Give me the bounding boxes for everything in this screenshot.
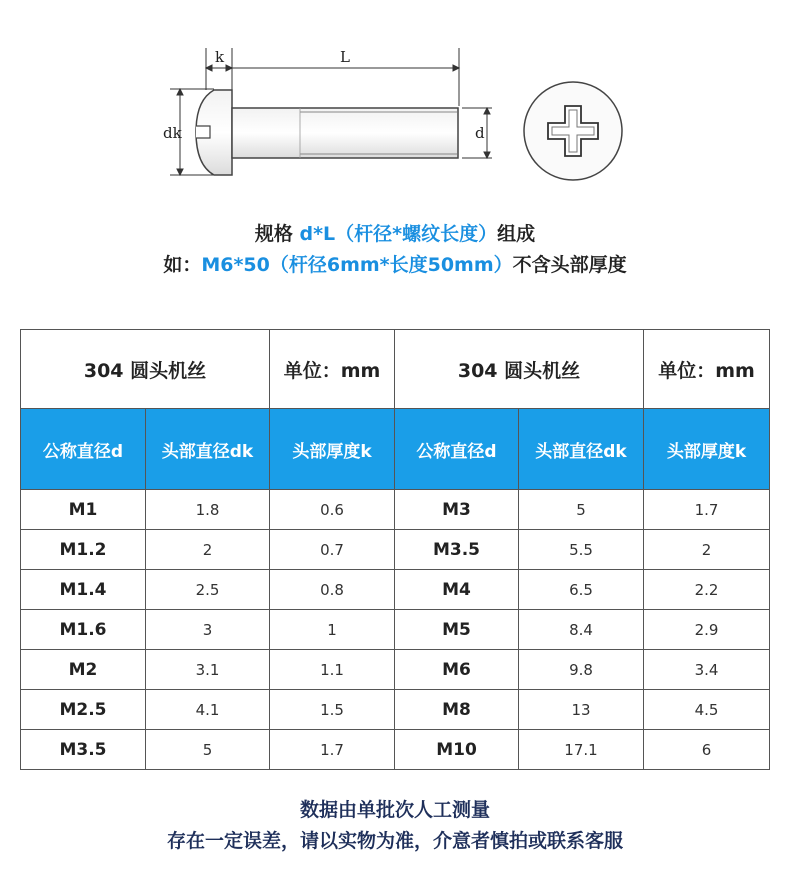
spec-format-highlight: d*L（杆径*螺纹长度） xyxy=(299,223,498,245)
cell-size: M10 xyxy=(395,730,519,770)
cell-size: M1.6 xyxy=(21,610,146,650)
cell-size: M6 xyxy=(395,650,519,690)
screw-diagram xyxy=(0,0,790,200)
label-L: L xyxy=(340,48,350,66)
cell-head-thickness: 0.8 xyxy=(270,570,395,610)
cell-size: M2 xyxy=(21,650,146,690)
cell-size: M1.2 xyxy=(21,530,146,570)
cell-head-diameter: 6.5 xyxy=(519,570,644,610)
cell-head-thickness: 3.4 xyxy=(644,650,770,690)
cell-head-diameter: 9.8 xyxy=(519,650,644,690)
header-head-diameter: 头部直径dk xyxy=(146,409,270,490)
cell-head-diameter: 2 xyxy=(146,530,270,570)
label-d: d xyxy=(475,124,485,142)
cell-head-thickness: 2.2 xyxy=(644,570,770,610)
spec-format-suffix: 组成 xyxy=(497,223,536,245)
screw-shank xyxy=(232,108,458,158)
table-row xyxy=(21,730,770,770)
header-head-diameter: 头部直径dk xyxy=(519,409,644,490)
table-row xyxy=(21,570,770,610)
cell-head-thickness: 0.7 xyxy=(270,530,395,570)
phillips-cross-icon xyxy=(524,82,622,180)
spec-line-format xyxy=(0,219,790,246)
cell-head-diameter: 8.4 xyxy=(519,610,644,650)
cell-head-thickness: 1.1 xyxy=(270,650,395,690)
spec-example-highlight: M6*50（杆径6mm*长度50mm） xyxy=(201,254,513,276)
cell-head-thickness: 1.7 xyxy=(270,730,395,770)
note-measurement: 数据由单批次人工测量 xyxy=(299,799,490,821)
table-title-left: 304 圆头机丝 xyxy=(21,330,270,409)
cell-head-diameter: 3 xyxy=(146,610,270,650)
table-row xyxy=(21,530,770,570)
cell-head-thickness: 1.5 xyxy=(270,690,395,730)
table-unit-left: 单位：mm xyxy=(270,330,395,409)
cell-size: M8 xyxy=(395,690,519,730)
spec-example-prefix: 如： xyxy=(163,254,202,276)
spec-example-suffix: 不含头部厚度 xyxy=(512,254,627,276)
table-row xyxy=(21,650,770,690)
cell-head-diameter: 17.1 xyxy=(519,730,644,770)
cell-head-thickness: 4.5 xyxy=(644,690,770,730)
cell-size: M2.5 xyxy=(21,690,146,730)
cell-head-diameter: 2.5 xyxy=(146,570,270,610)
header-nominal-diameter: 公称直径d xyxy=(395,409,519,490)
table-row xyxy=(21,610,770,650)
cell-head-diameter: 5 xyxy=(146,730,270,770)
cell-head-diameter: 5 xyxy=(519,490,644,530)
cell-head-thickness: 0.6 xyxy=(270,490,395,530)
header-head-thickness: 头部厚度k xyxy=(270,409,395,490)
cell-size: M3.5 xyxy=(395,530,519,570)
note-disclaimer: 存在一定误差，请以实物为准，介意者慎拍或联系客服 xyxy=(166,830,623,852)
cell-head-diameter: 4.1 xyxy=(146,690,270,730)
cell-size: M3.5 xyxy=(21,730,146,770)
cell-head-diameter: 3.1 xyxy=(146,650,270,690)
cell-head-diameter: 13 xyxy=(519,690,644,730)
header-head-thickness: 头部厚度k xyxy=(644,409,770,490)
spec-format-prefix: 规格 xyxy=(254,223,300,245)
cell-size: M1.4 xyxy=(21,570,146,610)
cell-head-diameter: 5.5 xyxy=(519,530,644,570)
table-title-row xyxy=(21,330,770,409)
table-unit-right: 单位：mm xyxy=(644,330,770,409)
cell-head-diameter: 1.8 xyxy=(146,490,270,530)
table-row xyxy=(21,690,770,730)
table-row xyxy=(21,490,770,530)
cell-size: M1 xyxy=(21,490,146,530)
cell-head-thickness: 1 xyxy=(270,610,395,650)
cell-size: M5 xyxy=(395,610,519,650)
cell-head-thickness: 1.7 xyxy=(644,490,770,530)
label-k: k xyxy=(215,48,225,66)
cell-head-thickness: 6 xyxy=(644,730,770,770)
cell-head-thickness: 2.9 xyxy=(644,610,770,650)
table-header-row xyxy=(21,409,770,490)
cell-head-thickness: 2 xyxy=(644,530,770,570)
spec-line-example xyxy=(0,250,790,277)
cell-size: M4 xyxy=(395,570,519,610)
cell-size: M3 xyxy=(395,490,519,530)
header-nominal-diameter: 公称直径d xyxy=(21,409,146,490)
label-dk: dk xyxy=(163,124,182,142)
size-table xyxy=(20,329,770,770)
table-title-right: 304 圆头机丝 xyxy=(395,330,644,409)
